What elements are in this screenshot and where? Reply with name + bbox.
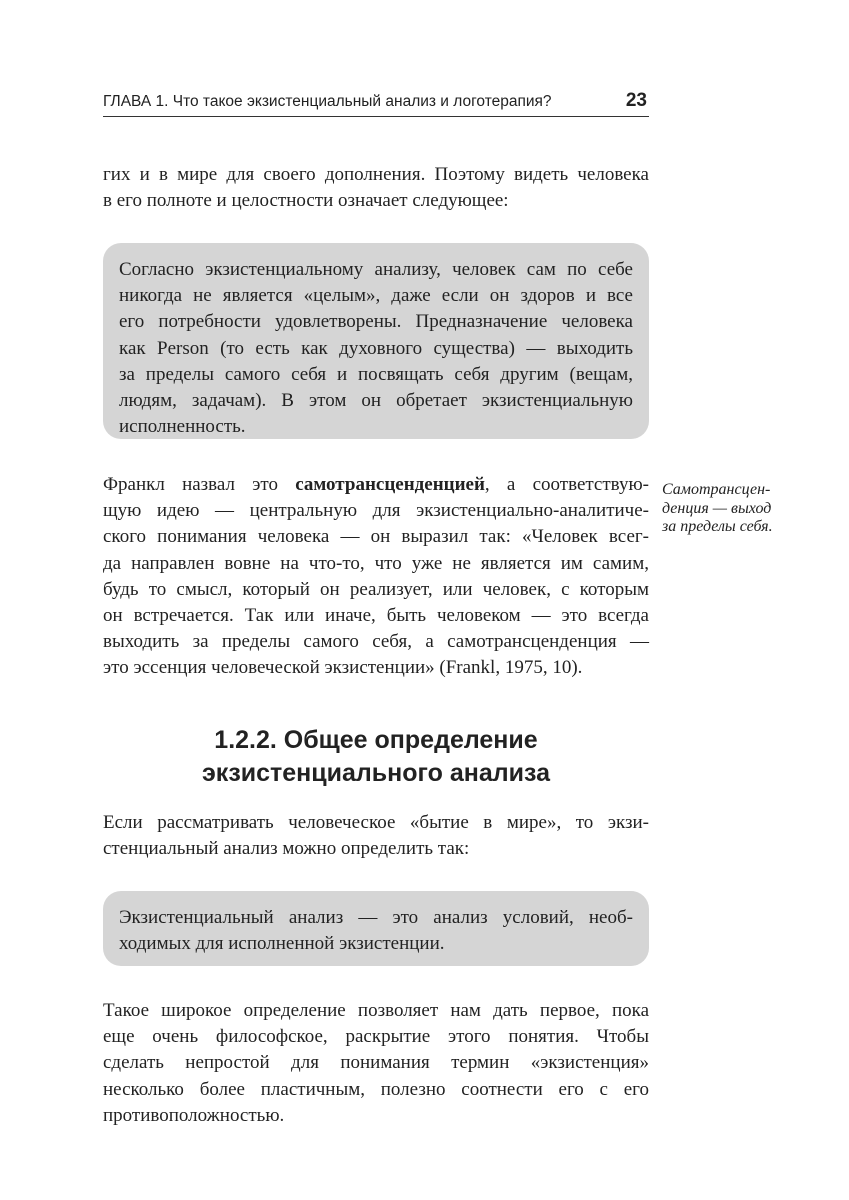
text-line: это эссенция человеческой экзистенции» (Frankl, 1975, 10). [103, 657, 583, 679]
paragraph-intro [103, 162, 649, 214]
text-line: никогда не является «целым», даже если он здоров и все [119, 285, 633, 307]
text-line: несколько более пластичным, полезно соотнести его с его [103, 1078, 649, 1100]
text-line: людям, задачам). В этом он обретает экзистенциальную [119, 390, 633, 412]
text-line: ского понимания человека — он выразил так: «Человек всег- [103, 526, 649, 548]
text-line: за пределы самого себя и посвящать себя другим (вещам, [119, 363, 633, 385]
text-line: щую идею — центральную для экзистенциально-аналитиче- [103, 500, 649, 522]
text-fragment: Франкл назвал это [103, 474, 296, 495]
text-line: в его полноте и целостности означает следующее: [103, 190, 509, 212]
page-number: 23 [625, 90, 647, 111]
running-header [103, 88, 649, 117]
text-line: он встречается. Так или иначе, быть человеком — это всегда [103, 605, 649, 627]
key-term: самотрансценденцией [295, 474, 485, 495]
text-line: еще очень философское, раскрытие этого понятия. Чтобы [103, 1026, 649, 1048]
text-line: будь то смысл, который он реализует, или человек, с которым [103, 578, 649, 600]
margin-note [662, 481, 802, 537]
chapter-title: ГЛАВА 1. Что такое экзистенциальный анализ и логотерапия? [103, 93, 552, 110]
heading-line: экзистенциального анализа [202, 759, 550, 787]
text-line: ходимых для исполненной экзистенции. [119, 933, 445, 955]
text-line: как Person (то есть как духовного существа) — выходить [119, 337, 633, 359]
text-line [103, 472, 649, 498]
section-heading [103, 724, 649, 790]
note-line: Самотрансцен- [662, 481, 771, 498]
text-fragment: , а соответствую- [484, 474, 649, 495]
text-line: его потребности удовлетворены. Предназначение человека [119, 311, 633, 333]
text-line: противоположностью. [103, 1104, 285, 1126]
text-line: стенциальный анализ можно определить так: [103, 838, 470, 860]
text-line: Согласно экзистенциальному анализу, человек сам по себе [119, 259, 633, 280]
text-line: сделать непростой для понимания термин «экзистенция» [103, 1052, 649, 1074]
text-line: исполненность. [119, 416, 246, 438]
paragraph-self-transcendence [103, 472, 649, 682]
text-line: Экзистенциальный анализ — это анализ условий, необ- [119, 907, 633, 928]
definition-box-analysis [103, 891, 649, 966]
text-line: да направлен вовне на что-то, что уже не является им самим, [103, 552, 649, 574]
note-line: денция — выход [662, 499, 772, 517]
heading-line: 1.2.2. Общее определение [214, 726, 538, 754]
note-line: за пределы себя. [662, 518, 773, 535]
text-line: гих и в мире для своего дополнения. Поэтому видеть человека [103, 164, 649, 185]
text-line: Если рассматривать человеческое «бытие в мире», то экзи- [103, 812, 649, 833]
text-line: Такое широкое определение позволяет нам дать первое, пока [103, 1000, 649, 1021]
text-line: выходить за пределы самого себя, а самотрансценденция — [103, 631, 649, 653]
paragraph-conclusion [103, 998, 649, 1129]
definition-box-person [103, 243, 649, 439]
paragraph-definition-intro [103, 810, 649, 862]
